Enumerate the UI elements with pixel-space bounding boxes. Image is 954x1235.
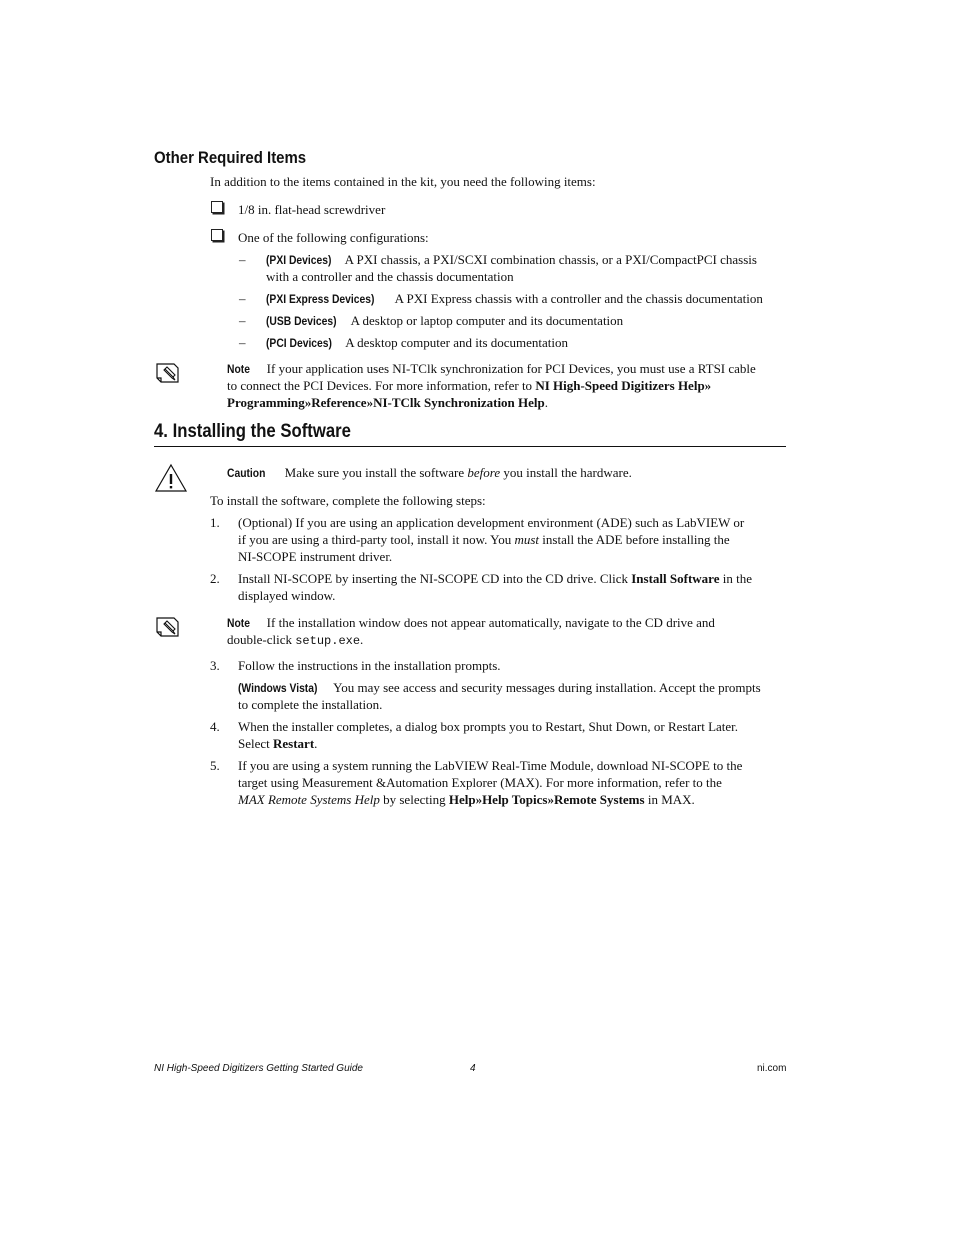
note-line1: [227, 360, 756, 378]
config-pxi-express: [266, 290, 763, 308]
note-text: double-click: [227, 632, 296, 647]
section-heading-installing: 4. Installing the Software: [154, 421, 351, 442]
config-pxi: [266, 251, 757, 269]
step-text: Install NI-SCOPE by inserting the NI-SCOPE CD into the CD drive. Click: [238, 571, 632, 586]
step-emphasis: must: [514, 532, 540, 547]
step-text: .: [314, 736, 318, 751]
help-reference-path: Programming»Reference»NI-TClk Synchronization Help: [227, 395, 545, 410]
dash-bullet: –: [239, 252, 246, 267]
step4-line1: When the installer completes, a dialog box prompts you to Restart, Shut Down, or Restart Later.: [238, 719, 739, 734]
config-text: A desktop computer and its documentation: [345, 335, 569, 350]
step-text: install the ADE before installing the: [539, 532, 730, 547]
step-text: by selecting: [379, 792, 449, 807]
config-label: (PXI Devices): [266, 253, 332, 267]
note-text: If your application uses NI-TClk synchronization for PCI Devices, you must use a RTSI cable: [266, 361, 756, 376]
setup-exe-code: setup.exe: [295, 634, 361, 648]
caution-label: Caution: [227, 466, 266, 480]
step2-line2: displayed window.: [238, 588, 336, 603]
note2-line1: [227, 614, 715, 632]
step3-line1: Follow the instructions in the installation prompts.: [238, 658, 501, 673]
item-screwdriver: 1/8 in. flat-head screwdriver: [238, 202, 386, 217]
dash-bullet: –: [239, 335, 246, 350]
step3-sub-line1: [238, 679, 761, 697]
config-label: (PCI Devices): [266, 336, 332, 350]
step5-line1: If you are using a system running the LabVIEW Real-Time Module, download NI-SCOPE to the: [238, 758, 743, 773]
note-line3: [227, 394, 548, 411]
note-pencil-icon: [154, 614, 182, 642]
caution-text: Make sure you install the software: [284, 465, 468, 480]
config-pxi-line2: with a controller and the chassis documentation: [266, 269, 514, 284]
intro-text: In addition to the items contained in the kit, you need the following items:: [210, 174, 596, 189]
caution-text: you install the hardware.: [500, 465, 632, 480]
install-intro: To install the software, complete the following steps:: [210, 493, 486, 508]
max-help-title: MAX Remote Systems Help: [238, 792, 380, 807]
step5-line2: target using Measurement &Automation Explorer (MAX). For more information, refer to the: [238, 775, 722, 790]
checkbox-icon: [211, 201, 223, 213]
heading-rule: [154, 446, 786, 447]
step-text: if you are using a third-party tool, install it now. You: [238, 532, 515, 547]
step-number: 5.: [210, 758, 220, 773]
note2-line2: [227, 631, 363, 650]
step-text: in MAX.: [644, 792, 695, 807]
step-text: You may see access and security messages during installation. Accept the prompts: [333, 680, 761, 695]
page-number: 4: [470, 1063, 476, 1074]
caution-emphasis: before: [467, 465, 501, 480]
step-number: 4.: [210, 719, 220, 734]
step5-line3: [238, 791, 695, 808]
step1-line1: (Optional) If you are using an application development environment (ADE) such as LabVIEW or: [238, 515, 745, 530]
note-label: Note: [227, 362, 250, 376]
note-line2: [227, 377, 711, 394]
caution-line: [227, 464, 632, 482]
note-text: If the installation window does not appear automatically, navigate to the CD drive and: [266, 615, 715, 630]
item-configurations: One of the following configurations:: [238, 230, 429, 245]
note-text: .: [360, 632, 364, 647]
windows-vista-label: (Windows Vista): [238, 681, 318, 695]
note-pencil-icon: [154, 360, 182, 388]
note-text: .: [544, 395, 549, 410]
restart-ref: Restart: [273, 736, 315, 751]
section-heading-other-items: Other Required Items: [154, 148, 307, 167]
config-text: A desktop or laptop computer and its documentation: [350, 313, 624, 328]
config-label: (PXI Express Devices): [266, 292, 375, 306]
footer-title: NI High-Speed Digitizers Getting Started Guide: [154, 1063, 363, 1074]
note-text: to connect the PCI Devices. For more information, refer to: [227, 378, 536, 393]
install-software-ref: Install Software: [631, 571, 720, 586]
step-text: Select: [238, 736, 274, 751]
step-text: in the: [719, 571, 752, 586]
step-number: 1.: [210, 515, 220, 530]
help-menu-path: Help»Help Topics»Remote Systems: [448, 792, 645, 807]
caution-triangle-icon: [154, 463, 188, 493]
note-label: Note: [227, 616, 250, 630]
config-label: (USB Devices): [266, 314, 337, 328]
config-usb: [266, 312, 623, 330]
help-reference: NI High-Speed Digitizers Help»: [535, 378, 712, 393]
checkbox-icon: [211, 229, 223, 241]
config-text: A PXI chassis, a PXI/SCXI combination chassis, or a PXI/CompactPCI chassis: [344, 252, 757, 267]
step4-line2: [238, 735, 317, 752]
dash-bullet: –: [239, 313, 246, 328]
step1-line2: [238, 531, 730, 548]
step2-line1: [238, 570, 752, 587]
config-pci: [266, 334, 568, 352]
step1-line3: NI-SCOPE instrument driver.: [238, 549, 393, 564]
dash-bullet: –: [239, 291, 246, 306]
step3-sub-line2: to complete the installation.: [238, 697, 383, 712]
config-text: A PXI Express chassis with a controller and the chassis documentation: [394, 291, 763, 306]
step-number: 3.: [210, 658, 220, 673]
footer-site: ni.com: [757, 1063, 787, 1074]
step-number: 2.: [210, 571, 220, 586]
